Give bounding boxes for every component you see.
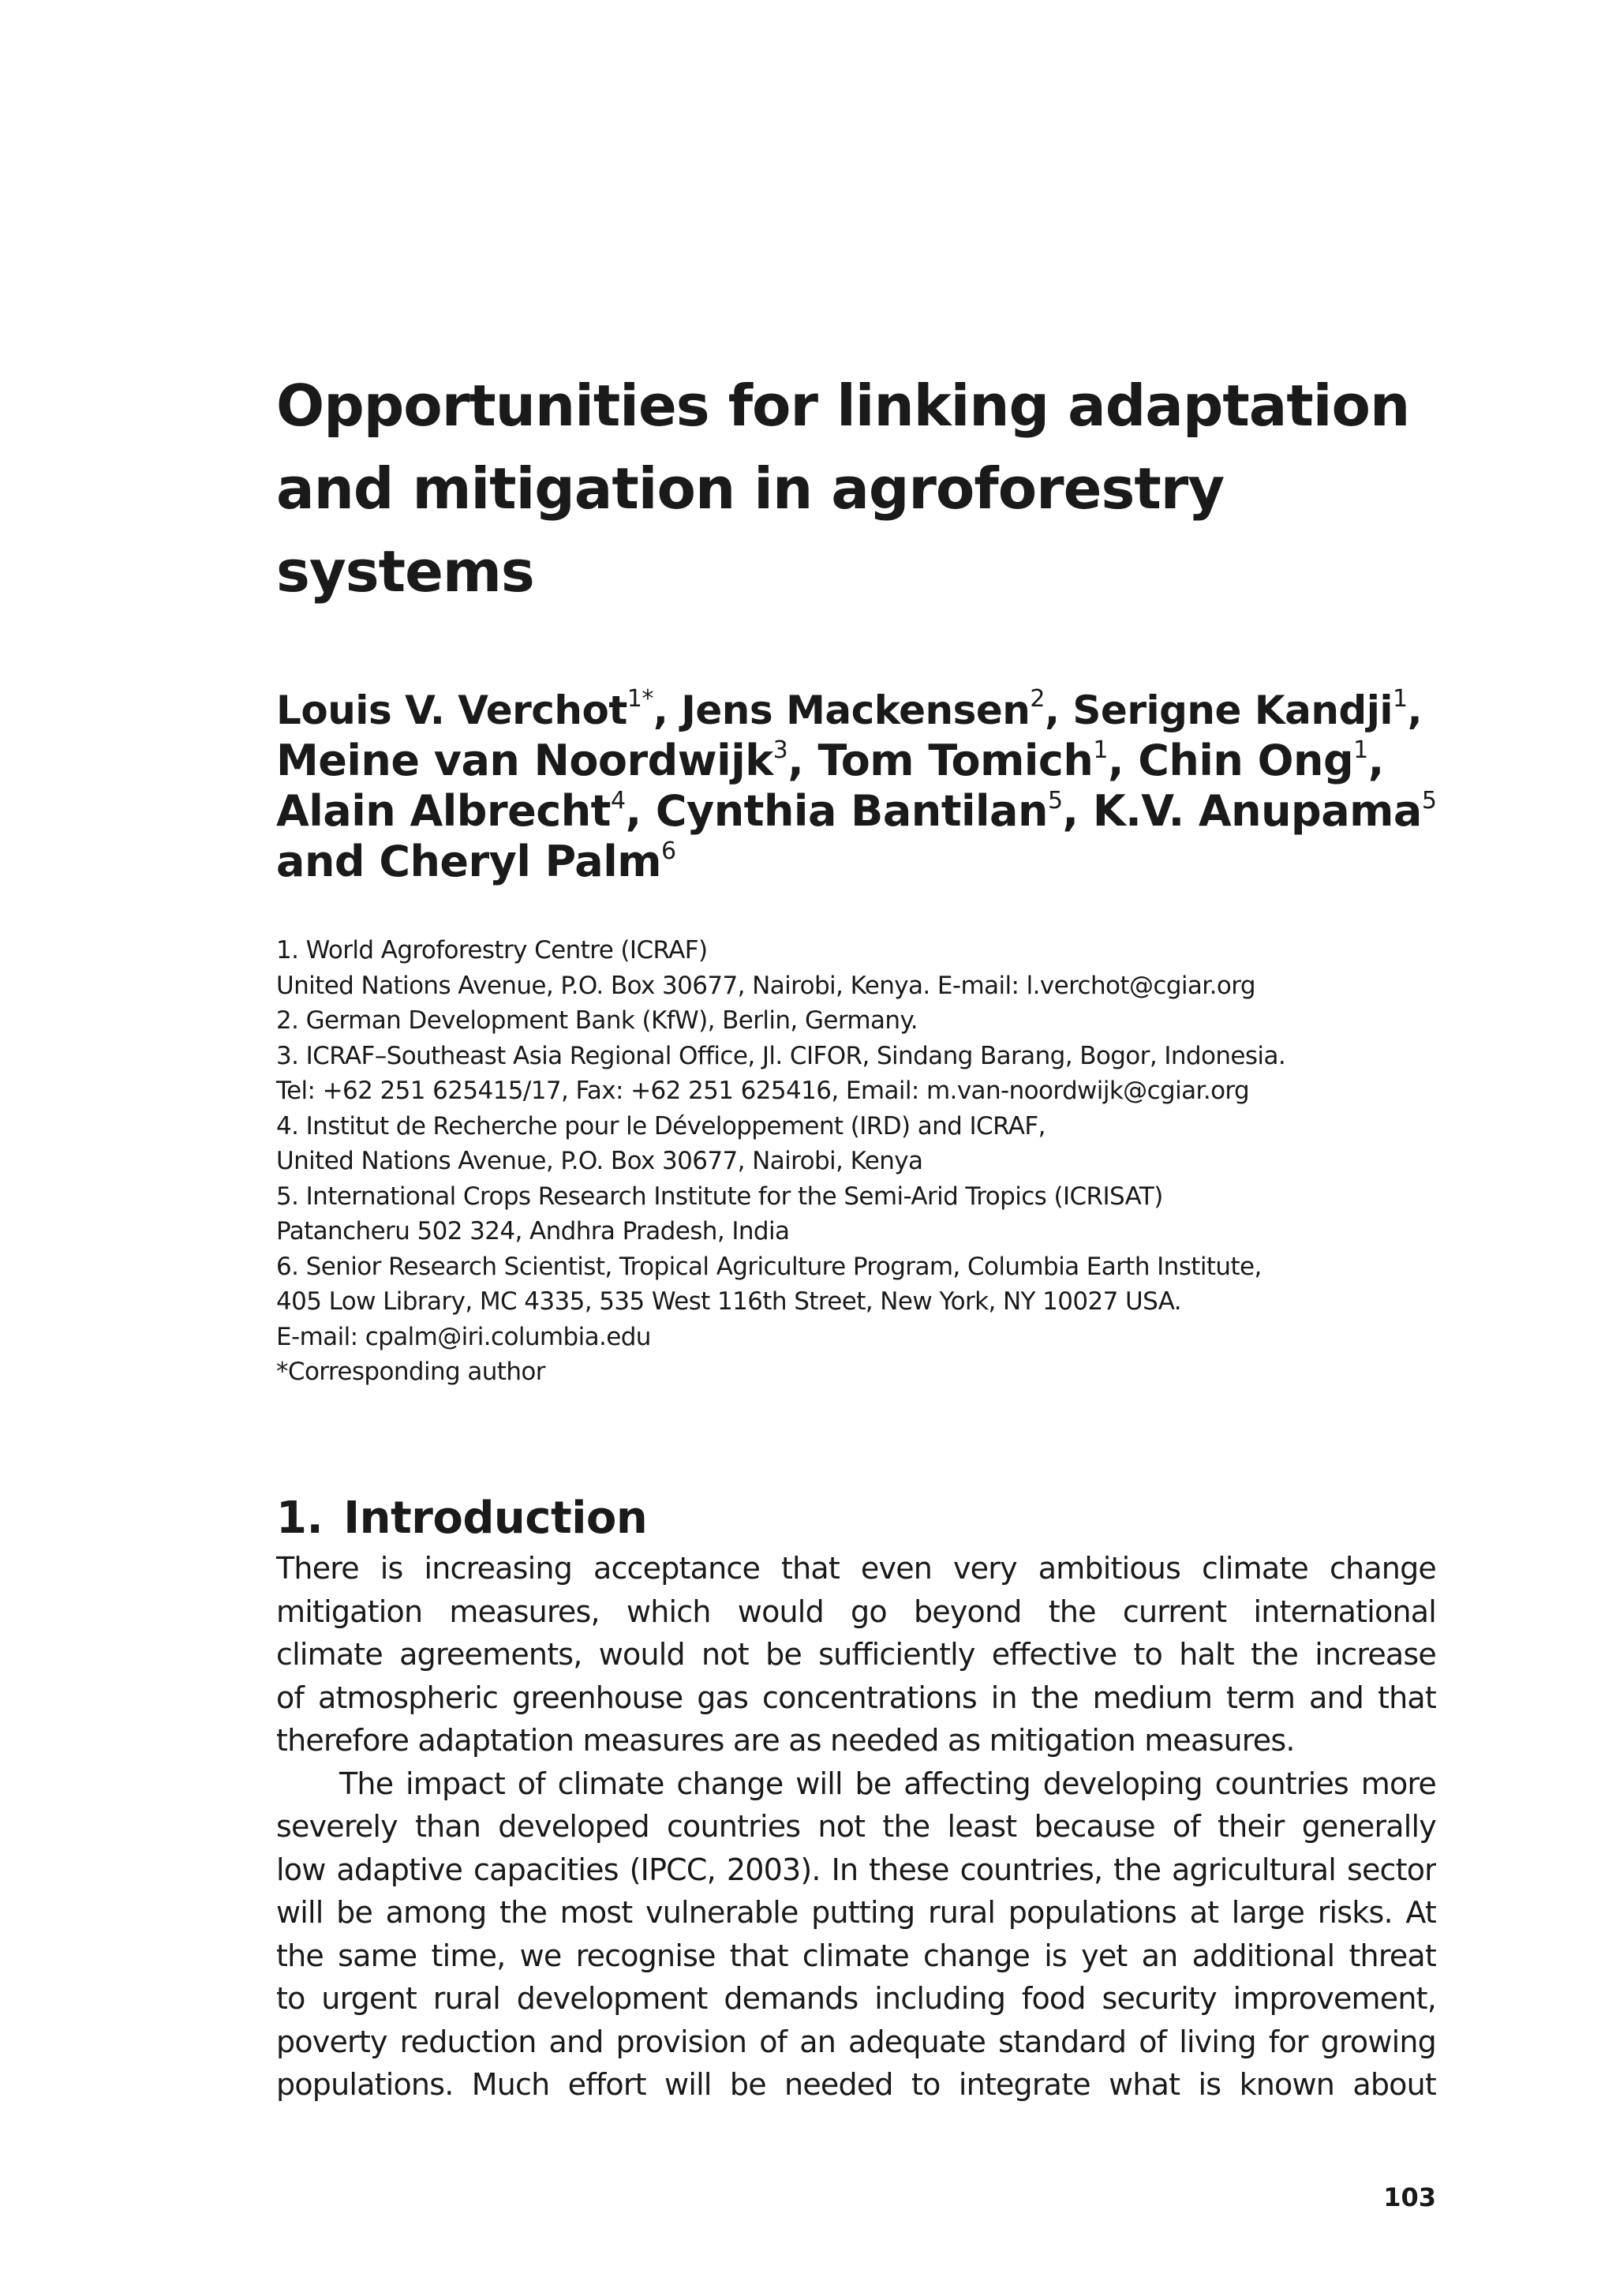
corresponding-author-note: *Corresponding author [276, 1358, 545, 1386]
text-line: will be among the most vulnerable putting rural populations at large risks. At [276, 1895, 1436, 1930]
text-line: mitigation measures, which would go beyond the current international [276, 1594, 1436, 1629]
author-affiliation-mark: 3 [772, 736, 788, 764]
author-affiliation-mark: 5 [1047, 787, 1063, 815]
text-line: low adaptive capacities (IPCC, 2003). In these countries, the agricultural sector [276, 1852, 1436, 1887]
author-name: Serigne Kandji [1072, 687, 1393, 733]
author-line: Meine van Noordwijk$^3$, Tom Tomich$^1$, Chin Ong$^1$, [276, 736, 1384, 785]
author-name: Cheryl Palm [379, 837, 662, 886]
affiliation-line: 405 Low Library, MC 4335, 535 West 116th Street, New York, NY 10027 USA. [276, 1287, 1182, 1316]
author-affiliation-mark: 1 [1353, 736, 1368, 764]
paragraph [276, 1547, 1436, 1762]
author-name: Alain Albrecht [276, 786, 611, 836]
affiliation-line: 4. Institut de Recherche pour le Développement (IRD) and ICRAF, [276, 1111, 1046, 1141]
author-affiliation-mark: 1* [627, 685, 653, 713]
text-line: severely than developed countries not the least because of their generally [276, 1809, 1436, 1844]
author-line: Louis V. Verchot$^{1*}$, Jens Mackensen$^2$, Serigne Kandji$^1$, [276, 685, 1423, 733]
author-name: Louis V. Verchot [276, 687, 627, 733]
section-title: Introduction [343, 1493, 648, 1544]
affiliation-line: 2. German Development Bank (KfW), Berlin, Germany. [276, 1006, 918, 1035]
paper-title [276, 365, 1436, 613]
text-line: to urgent rural development demands including food security improvement, [276, 1981, 1436, 2016]
affiliations-block [276, 933, 1436, 1390]
author-affiliation-mark: 4 [610, 787, 626, 815]
author-name: Cynthia Bantilan [655, 786, 1048, 836]
title-line: Opportunities for linking adaptation [276, 373, 1410, 439]
affiliation-line: Tel: +62 251 625415/17, Fax: +62 251 625416, Email: m.van-noordwijk@cgiar.org [276, 1077, 1250, 1105]
page-number: 103 [1383, 2182, 1436, 2212]
author-name: K.V. Anupama [1092, 786, 1422, 836]
author-affiliation-mark: 2 [1030, 685, 1045, 713]
title-line: systems [276, 538, 534, 605]
affiliation-line: United Nations Avenue, P.O. Box 30677, Nairobi, Kenya [276, 1147, 923, 1175]
title-line: and mitigation in agroforestry [276, 455, 1225, 522]
text-line: the same time, we recognise that climate change is yet an additional threat [276, 1938, 1436, 1973]
affiliation-line: 1. World Agroforestry Centre (ICRAF) [276, 936, 708, 964]
section-heading [276, 1493, 647, 1544]
affiliation-line: 3. ICRAF–Southeast Asia Regional Office, Jl. CIFOR, Sindang Barang, Bogor, Indonesia. [276, 1041, 1286, 1070]
author-line: Alain Albrecht$^4$, Cynthia Bantilan$^5$, K.V. Anupama$^5$ [276, 786, 1437, 836]
author-name: Chin Ong [1138, 736, 1354, 785]
affiliation-line: 6. Senior Research Scientist, Tropical Agriculture Program, Columbia Earth Institute, [276, 1252, 1262, 1281]
author-name: Meine van Noordwijk [276, 736, 773, 785]
text-line: therefore adaptation measures are as needed as mitigation measures. [276, 1723, 1295, 1758]
author-name: Tom Tomich [817, 736, 1094, 785]
paper-page [276, 0, 1436, 2296]
author-name: Jens Mackensen [681, 687, 1031, 733]
text-line: There is increasing acceptance that even very ambitious climate change [276, 1551, 1436, 1586]
affiliation-line: Patancheru 502 324, Andhra Pradesh, India [276, 1217, 790, 1245]
text-line: The impact of climate change will be affecting developing countries more [339, 1766, 1436, 1801]
text-line: climate agreements, would not be sufficiently effective to halt the increase [276, 1637, 1436, 1672]
affiliation-line: 5. International Crops Research Institute for the Semi-Arid Tropics (ICRISAT) [276, 1182, 1163, 1211]
author-affiliation-mark: 1 [1093, 736, 1108, 764]
section-number: 1. [276, 1493, 324, 1544]
body-text [276, 1547, 1436, 2107]
author-list [276, 685, 1436, 887]
text-line: populations. Much effort will be needed to integrate what is known about [276, 2067, 1436, 2102]
affiliation-line: United Nations Avenue, P.O. Box 30677, Nairobi, Kenya. E-mail: l.verchot@cgiar.org [276, 971, 1255, 1000]
text-line: of atmospheric greenhouse gas concentrations in the medium term and that [276, 1680, 1436, 1715]
author-affiliation-mark: 1 [1392, 685, 1408, 713]
author-line [276, 837, 1436, 887]
author-affiliation-mark: 6 [661, 837, 676, 865]
text-line: poverty reduction and provision of an adequate standard of living for growing [276, 2024, 1436, 2059]
affiliation-line: E-mail: cpalm@iri.columbia.edu [276, 1322, 651, 1351]
author-affiliation-mark: 5 [1421, 787, 1437, 815]
author-connector: and [276, 837, 380, 886]
paragraph [276, 1762, 1436, 2107]
